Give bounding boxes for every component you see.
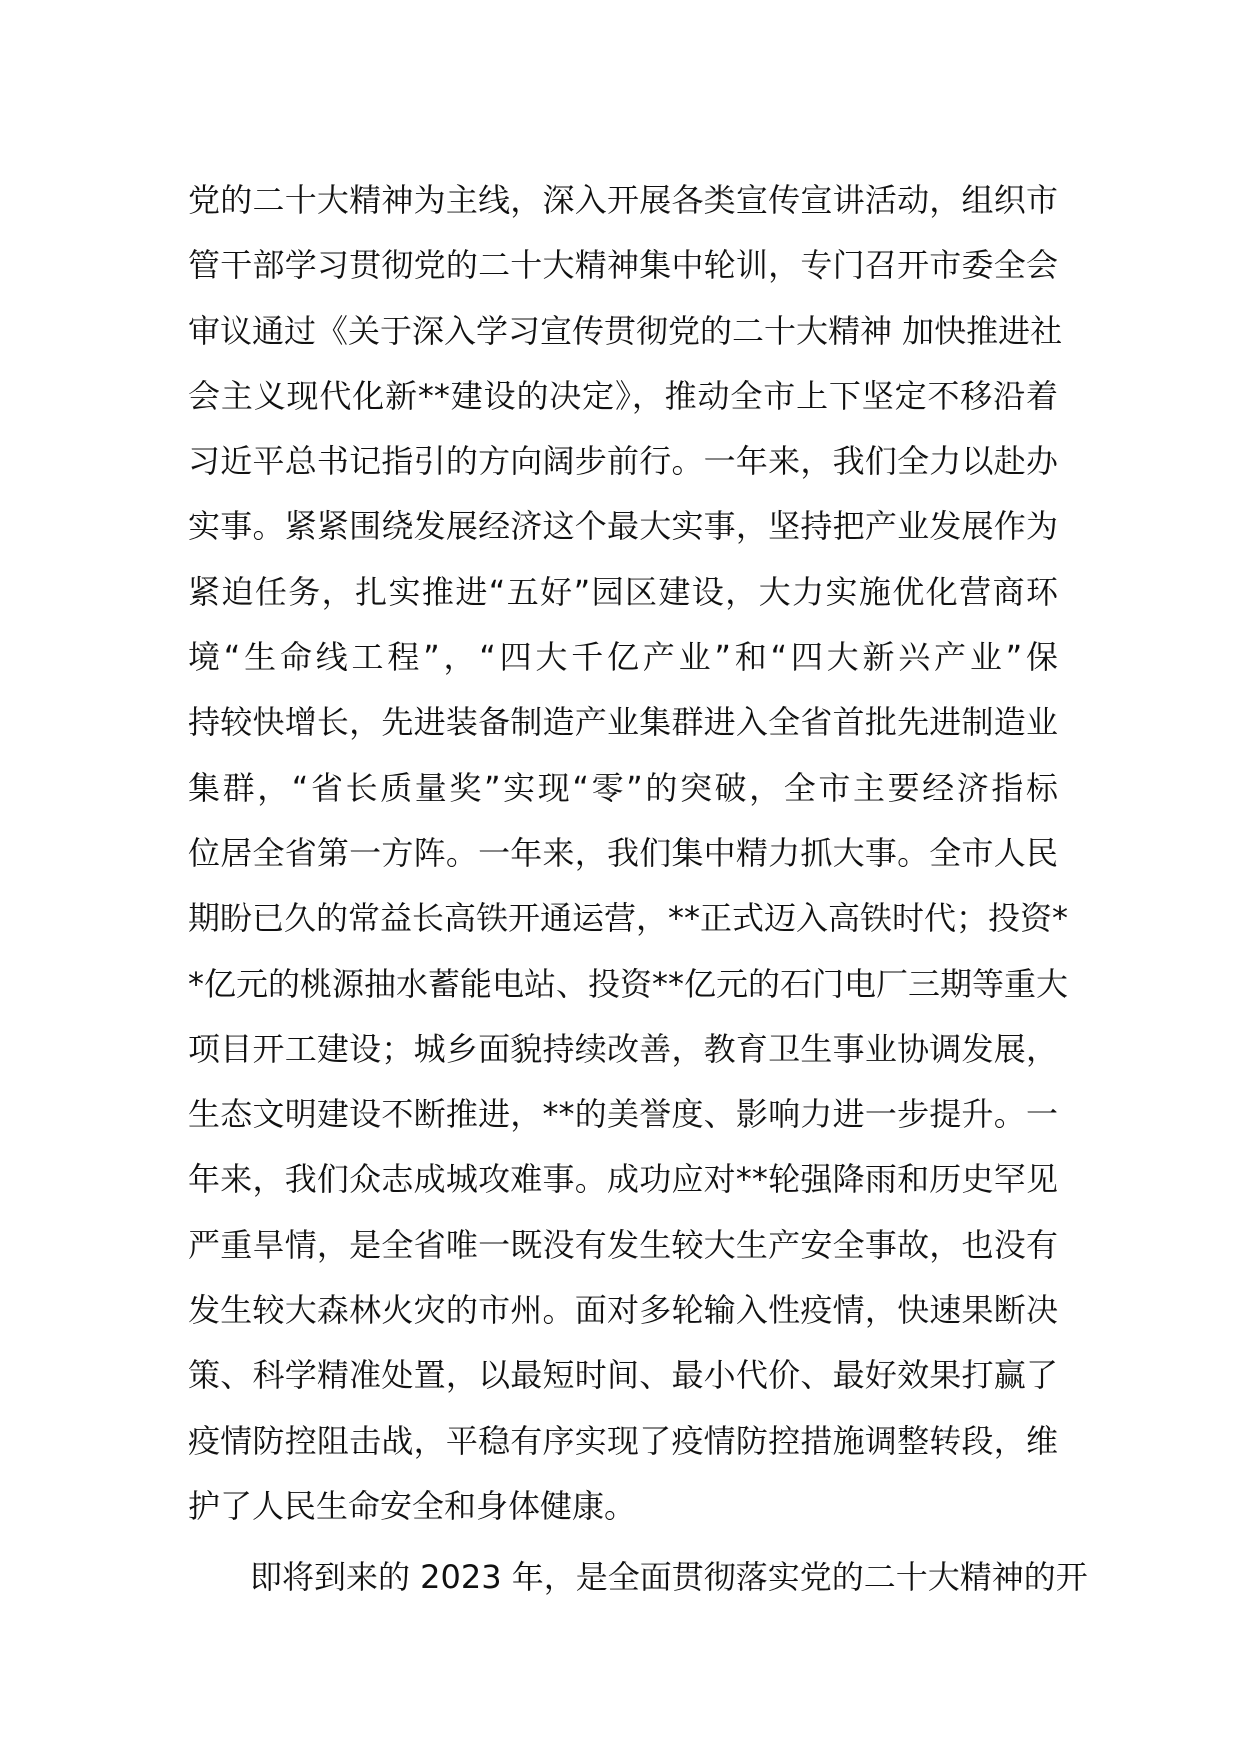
text-line: 紧迫任务，扎实推进“五好”园区建设，大力实施优化营商环: [188, 572, 1058, 611]
text-line: 项目开工建设；城乡面貌持续改善，教育卫生事业协调发展，: [188, 1029, 1058, 1068]
text-line: 党的二十大精神为主线，深入开展各类宣传宣讲活动，组织市: [188, 181, 1058, 219]
text-line: 生态文明建设不断推进，**的美誉度、影响力进一步提升。一: [188, 1095, 1058, 1134]
paragraph: [188, 1545, 1088, 1610]
text-line: 管干部学习贯彻党的二十大精神集中轮训，专门召开市委全会: [188, 246, 1058, 285]
text-line: 审议通过《关于深入学习宣传贯彻党的二十大精神 加快推进社: [188, 311, 1063, 350]
text-line: 即将到来的 2023 年，是全面贯彻落实党的二十大精神的开: [250, 1558, 1088, 1597]
text-line: 策、科学精准处置，以最短时间、最小代价、最好效果打赢了: [188, 1356, 1058, 1395]
text-line: 发生较大森林火灾的市州。面对多轮输入性疫情，快速果断决: [188, 1291, 1058, 1330]
text-line: *亿元的桃源抽水蓄能电站、投资**亿元的石门电厂三期等重大: [188, 964, 1069, 1003]
text-line: 疫情防控阻击战，平稳有序实现了疫情防控措施调整转段，维: [188, 1421, 1058, 1460]
text-line: 集群，“省长质量奖”实现“零”的突破，全市主要经济指标: [188, 768, 1058, 807]
text-line: 年来，我们众志成城攻难事。成功应对**轮强降雨和历史罕见: [188, 1160, 1058, 1199]
paragraph: [188, 168, 1069, 1539]
text-line: 期盼已久的常益长高铁开通运营，**正式迈入高铁时代；投资*: [188, 899, 1069, 938]
text-line: 境“生命线工程”，“四大千亿产业”和“四大新兴产业”保: [188, 638, 1058, 677]
text-line: 严重旱情，是全省唯一既没有发生较大生产安全事故，也没有: [188, 1225, 1058, 1264]
text-line: 持较快增长，先进装备制造产业集群进入全省首批先进制造业: [188, 703, 1058, 742]
text-line: 位居全省第一方阵。一年来，我们集中精力抓大事。全市人民: [188, 833, 1058, 872]
text-line: 实事。紧紧围绕发展经济这个最大实事，坚持把产业发展作为: [188, 507, 1058, 546]
text-line: 会主义现代化新**建设的决定》，推动全市上下坚定不移沿着: [188, 376, 1058, 415]
text-line: 护了人民生命安全和身体健康。: [188, 1486, 637, 1525]
body-text: [188, 168, 1088, 1611]
text-line: 习近平总书记指引的方向阔步前行。一年来，我们全力以赴办: [188, 442, 1058, 481]
